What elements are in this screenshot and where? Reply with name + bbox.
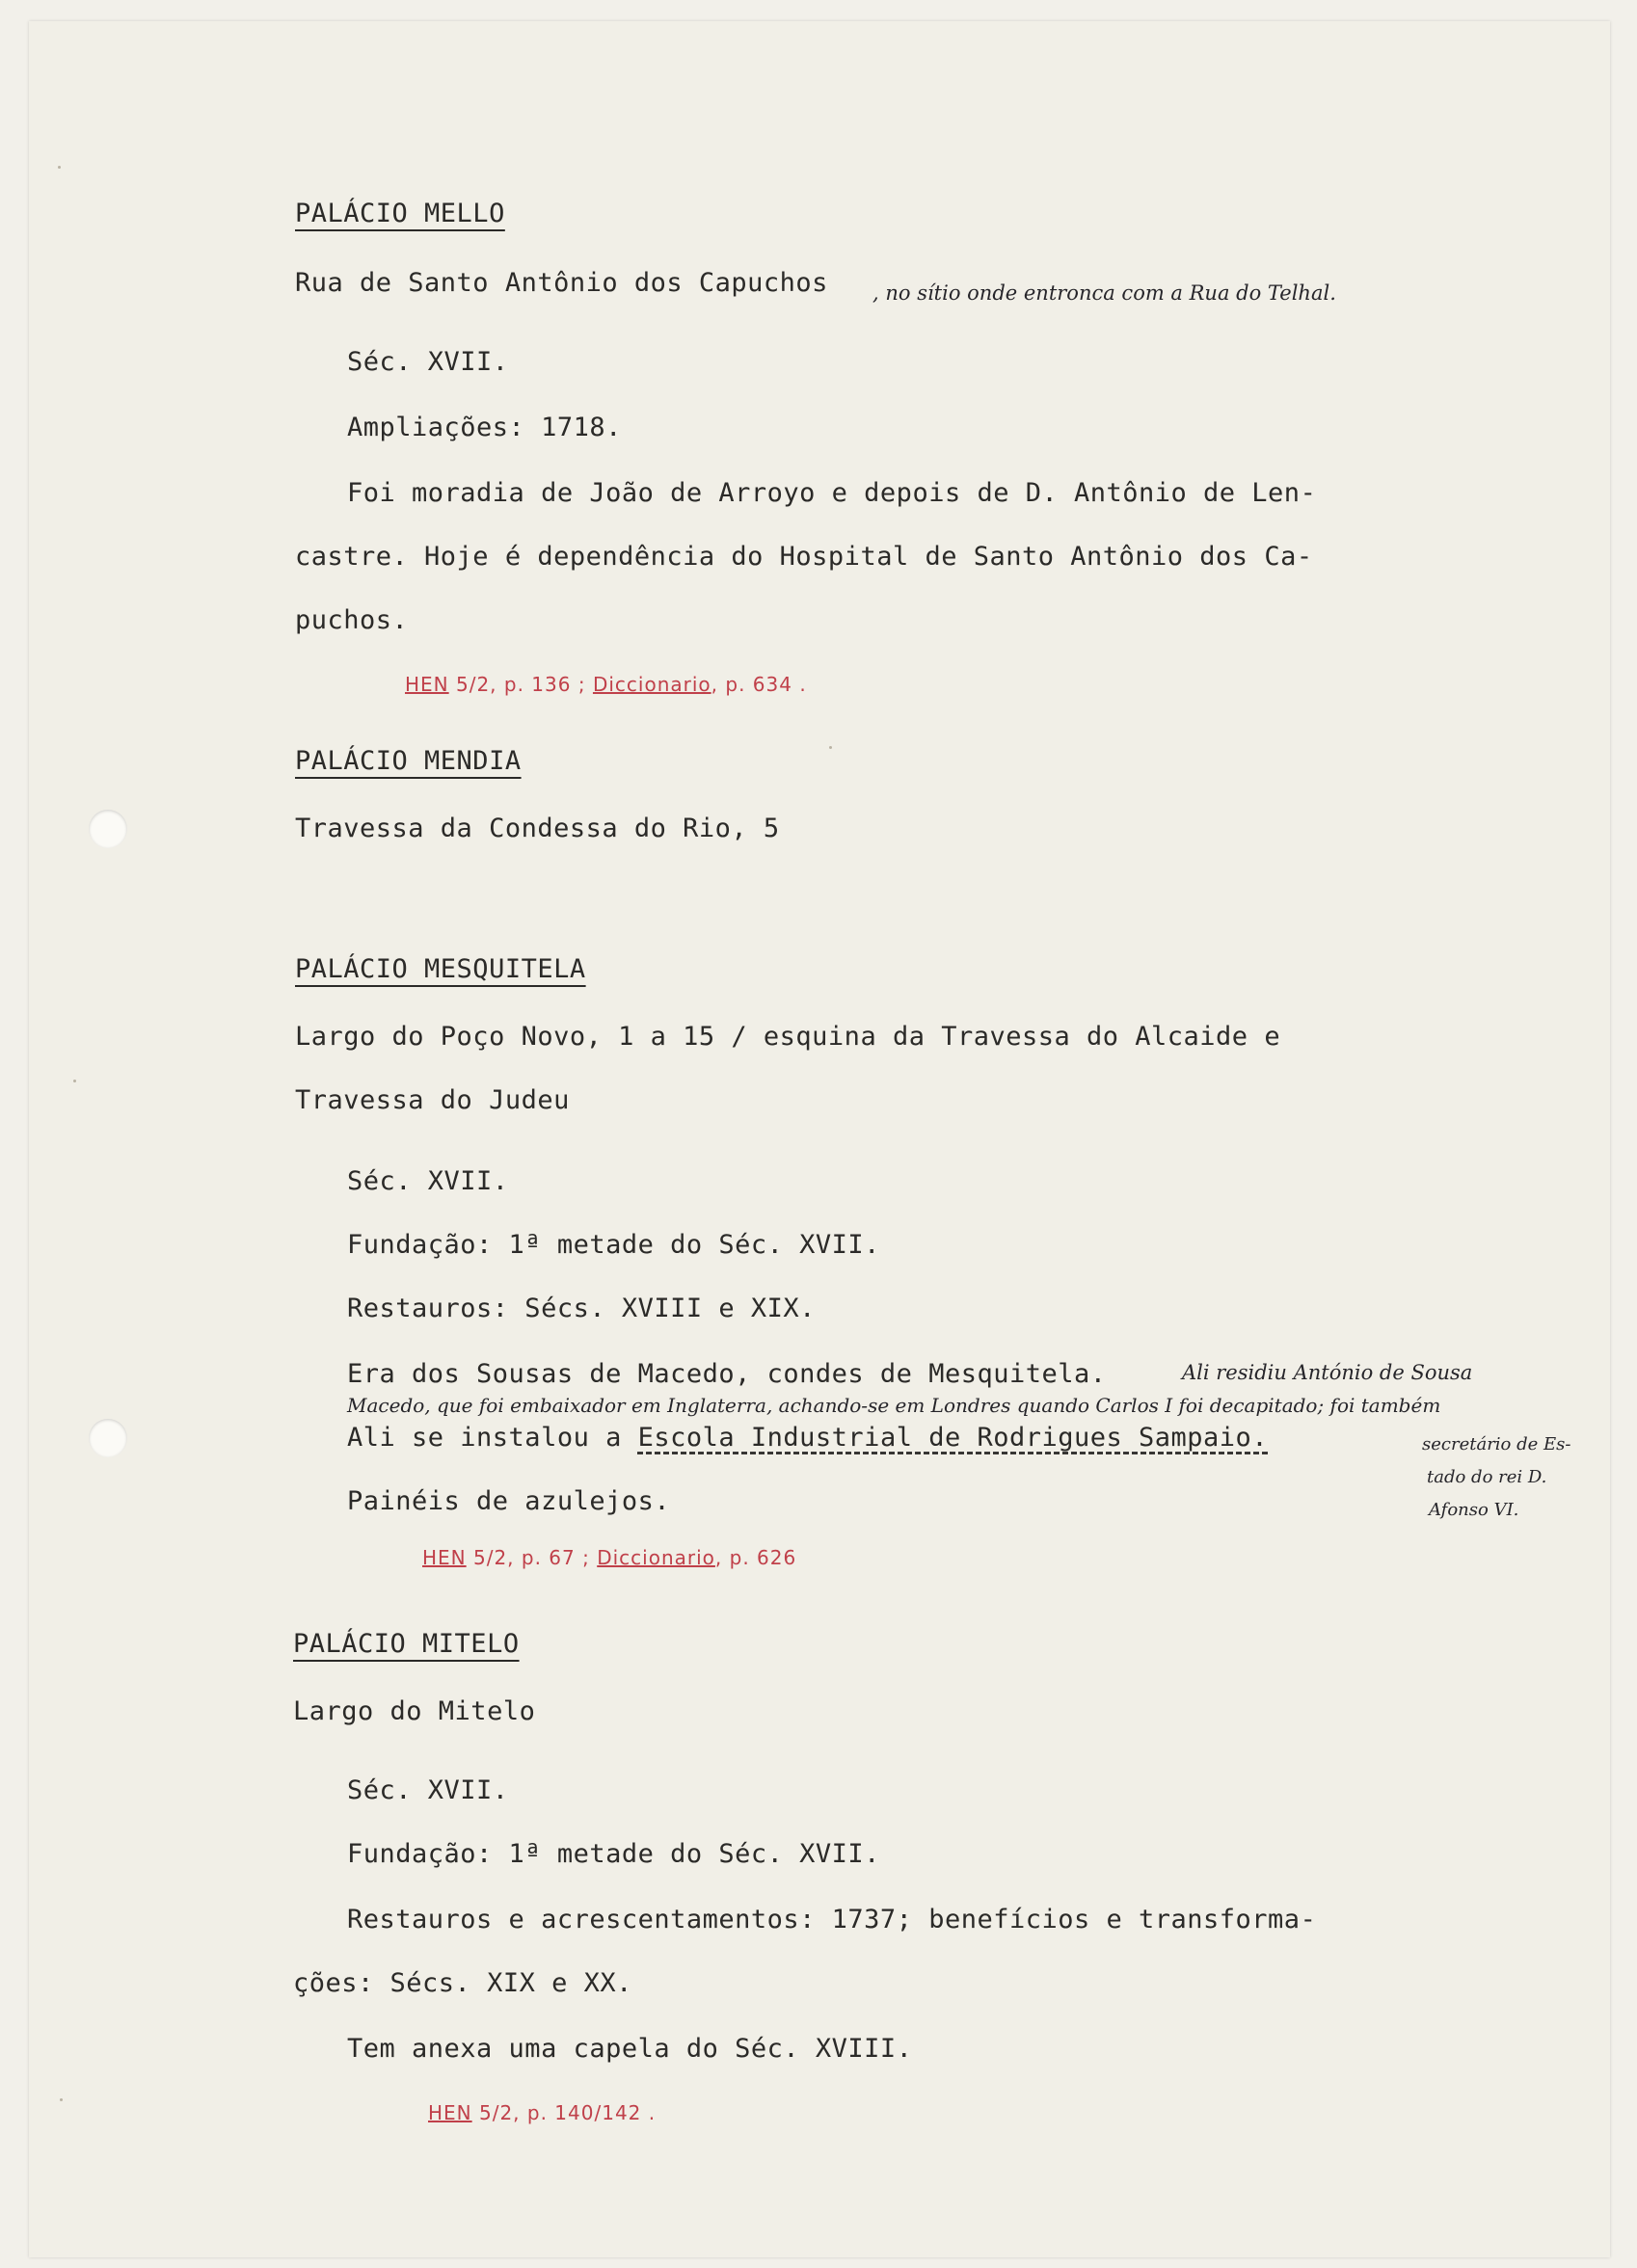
entry-description: castre. Hoje é dependência do Hospital de Santo Antônio dos Ca- [295, 542, 1313, 572]
entry-restauros: ções: Sécs. XIX e XX. [293, 1968, 632, 1998]
paper-speck [58, 166, 61, 169]
entry-fundacao: Fundação: 1ª metade do Séc. XVII. [347, 1839, 880, 1869]
entry-century: Séc. XVII. [347, 1775, 509, 1805]
entry-description [347, 1423, 1268, 1453]
source-reference [422, 1546, 796, 1569]
handwritten-margin-note: secretário de Es- [1422, 1434, 1571, 1454]
paper-speck [60, 2098, 63, 2101]
handwritten-margin-note: tado do rei D. [1427, 1467, 1547, 1487]
paper-speck [829, 746, 832, 749]
entry-heading: PALÁCIO MENDIA [295, 746, 522, 776]
paper-speck [73, 1080, 76, 1082]
entry-description: Painéis de azulejos. [347, 1486, 671, 1516]
entry-address: Rua de Santo Antônio dos Capuchos [295, 268, 828, 298]
entry-address: Travessa do Judeu [295, 1085, 570, 1115]
entry-century: Séc. XVII. [347, 1166, 509, 1196]
entry-description: Era dos Sousas de Macedo, condes de Mesquitela. [347, 1359, 1107, 1389]
punch-hole-bottom [89, 1419, 127, 1457]
source-page: 5/2, p. 140/142 . [471, 2101, 657, 2124]
source-page: 5/2, p. 67 ; [466, 1546, 590, 1569]
source-name: HEN [405, 673, 449, 696]
source-page: , p. 634 . [711, 673, 807, 696]
entry-restauros: Restauros e acrescentamentos: 1737; benefícios e transforma- [347, 1905, 1317, 1934]
entry-heading: PALÁCIO MITELO [293, 1629, 520, 1659]
entry-description-text: Ali se instalou a [347, 1423, 638, 1453]
entry-heading: PALÁCIO MESQUITELA [295, 954, 586, 984]
source-name: Diccionario [597, 1546, 715, 1569]
entry-address: Largo do Mitelo [293, 1696, 536, 1726]
entry-century: Séc. XVII. [347, 347, 509, 377]
source-name: HEN [428, 2101, 472, 2124]
entry-restauros: Restauros: Sécs. XVIII e XIX. [347, 1294, 816, 1323]
entry-heading: PALÁCIO MELLO [295, 199, 505, 228]
entry-description: puchos. [295, 605, 409, 635]
entry-description: Tem anexa uma capela do Séc. XVIII. [347, 2034, 913, 2064]
entry-description: Foi moradia de João de Arroyo e depois de D. Antônio de Len- [347, 478, 1317, 508]
handwritten-note: , no sítio onde entronca com a Rua do Telhal. [872, 281, 1336, 305]
source-reference [428, 2101, 656, 2124]
handwritten-margin-note: Afonso VI. [1429, 1500, 1519, 1520]
source-name: Diccionario [592, 673, 711, 696]
school-name: Escola Industrial de Rodrigues Sampaio. [637, 1423, 1269, 1453]
entry-address: Largo do Poço Novo, 1 a 15 / esquina da Travessa do Alcaide e [295, 1022, 1281, 1052]
source-page: 5/2, p. 136 ; [448, 673, 586, 696]
source-name: HEN [422, 1546, 467, 1569]
source-reference [405, 673, 807, 696]
handwritten-note: Macedo, que foi embaixador em Inglaterra, achando-se em Londres quando Carlos I foi decapitado; foi também [347, 1394, 1441, 1417]
handwritten-note: Ali residiu António de Sousa [1182, 1361, 1473, 1384]
entry-fundacao: Fundação: 1ª metade do Séc. XVII. [347, 1230, 880, 1260]
punch-hole-top [89, 810, 127, 848]
source-page: , p. 626 [714, 1546, 797, 1569]
entry-address: Travessa da Condessa do Rio, 5 [295, 814, 780, 843]
entry-ampliacoes: Ampliações: 1718. [347, 413, 622, 442]
